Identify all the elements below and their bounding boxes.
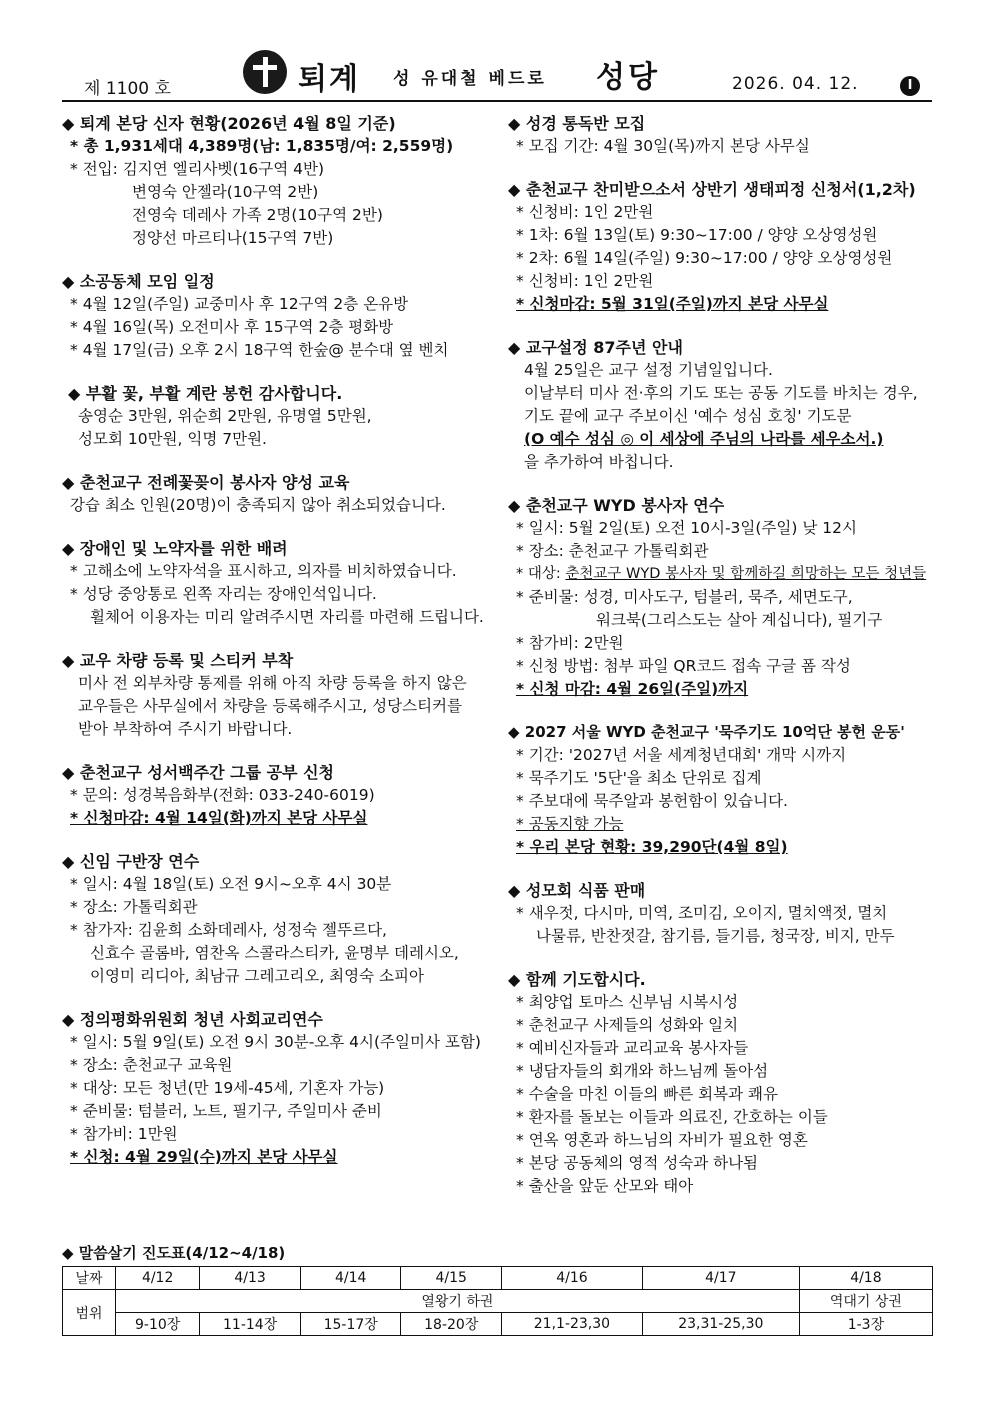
list-item: * 문의: 성경복음화부(전화: 033-240-6019) xyxy=(62,784,492,807)
list-item: * 장소: 춘천교구 가톨릭회관 xyxy=(508,540,938,563)
list-item: * 춘천교구 사제들의 성화와 일치 xyxy=(508,1014,938,1037)
schedule-table xyxy=(62,1266,933,1336)
section-heading: ◆ 신임 구반장 연수 xyxy=(62,850,492,873)
prayer-line: (O 예수 성심 ◎ 이 세상에 주님의 나라를 세우소서.) xyxy=(524,430,884,448)
target-label: 대상: xyxy=(527,566,566,582)
list-item-cont: 나물류, 반찬젓갈, 참기름, 들기름, 청국장, 비지, 만두 xyxy=(536,927,895,945)
left-column xyxy=(62,112,492,1181)
section-vehicle-registration xyxy=(62,649,492,741)
text-line: 교우들은 사무실에서 차량을 등록해주시고, 성당스티커를 xyxy=(78,697,462,715)
table-cell: 9-10장 xyxy=(116,1313,200,1336)
list-item: * 냉담자들의 회개와 하느님께 돌아섬 xyxy=(508,1060,938,1083)
section-heading: ◆ 교우 차량 등록 및 스티커 부착 xyxy=(62,649,492,672)
list-item: * 일시: 5월 9일(토) 오전 9시 30분-오후 4시(주일미사 포함) xyxy=(62,1031,492,1054)
text-line: 을 추가하여 바칩니다. xyxy=(524,453,674,471)
list-item: * 성당 중앙통로 왼쪽 자리는 장애인석입니다. xyxy=(62,583,492,606)
section-heading: ◆ 장애인 및 노약자를 위한 배려 xyxy=(62,537,492,560)
list-item: * 1차: 6월 13일(토) 9:30~17:00 / 양양 오상영성원 xyxy=(508,224,938,247)
section-heading: ◆ 춘천교구 WYD 봉사자 연수 xyxy=(508,494,938,517)
table-cell: 4/14 xyxy=(300,1267,401,1290)
table-cell: 23,31-25,30 xyxy=(642,1313,799,1336)
list-item: * 예비신자들과 교리교육 봉사자들 xyxy=(508,1037,938,1060)
right-column xyxy=(508,112,938,1210)
table-cell: 열왕기 하권 xyxy=(116,1290,800,1313)
list-item: * 장소: 가톨릭회관 xyxy=(62,896,492,919)
section-bible-study xyxy=(62,761,492,830)
section-flower-training xyxy=(62,471,492,517)
list-item: * 모집 기간: 4월 30일(목)까지 본당 사무실 xyxy=(508,135,938,158)
table-cell: 15-17장 xyxy=(300,1313,401,1336)
section-leader-training xyxy=(62,850,492,988)
section-diocese-anniversary xyxy=(508,336,938,474)
list-item-cont: 워크북(그리스도는 살아 계십니다), 필기구 xyxy=(596,611,883,629)
list-item: * 4월 12일(주일) 교중미사 후 12구역 2층 온유방 xyxy=(62,293,492,316)
list-item: * 신청비: 1인 2만원 xyxy=(508,201,938,224)
section-retreat xyxy=(508,178,938,316)
section-rosary-campaign xyxy=(508,721,938,859)
list-item: * 연옥 영혼과 하느님의 자비가 필요한 영혼 xyxy=(508,1129,938,1152)
list-item-cont: 정양선 마르티나(15구역 7반) xyxy=(132,229,334,247)
bulletin-title: 퇴계 xyxy=(298,62,360,97)
table-cell: 범위 xyxy=(63,1290,116,1336)
section-wyd-training xyxy=(508,494,938,701)
list-item: * 최양업 토마스 신부님 시복시성 xyxy=(508,991,938,1014)
table-cell: 4/13 xyxy=(200,1267,301,1290)
list-item xyxy=(508,563,938,586)
section-heading: ◆ 퇴계 본당 신자 현황(2026년 4월 8일 기준) xyxy=(62,112,492,135)
list-item: * 신청비: 1인 2만원 xyxy=(508,270,938,293)
list-item: * 수술을 마친 이들의 빠른 회복과 쾌유 xyxy=(508,1083,938,1106)
list-item: * 환자를 돌보는 이들과 의료진, 간호하는 이들 xyxy=(508,1106,938,1129)
target-value: 춘천교구 WYD 봉사자 및 함께하길 희망하는 모든 청년들 xyxy=(565,566,927,582)
section-accessibility xyxy=(62,537,492,629)
list-item: * 4월 16일(목) 오전미사 후 15구역 2층 평화방 xyxy=(62,316,492,339)
list-item: * 신청 방법: 첨부 파일 QR코드 접속 구글 폼 작성 xyxy=(508,655,938,678)
list-item: * 참가비: 2만원 xyxy=(508,632,938,655)
deadline-item: * 신청 마감: 4월 26일(주일)까지 xyxy=(508,678,938,701)
section-youth-training xyxy=(62,1008,492,1169)
deadline-item: * 신청마감: 4월 14일(화)까지 본당 사무실 xyxy=(62,807,492,830)
cross-logo-icon xyxy=(243,50,287,94)
list-item: * 기간: '2027년 서울 세계청년대회' 개막 시까지 xyxy=(508,744,938,767)
schedule-title: ◆ 말씀살기 진도표(4/12~4/18) xyxy=(62,1242,285,1263)
text-line: 기도 끝에 교구 주보이신 '예수 성심 호칭' 기도문 xyxy=(524,407,852,425)
table-row xyxy=(63,1313,933,1336)
table-cell: 4/12 xyxy=(116,1267,200,1290)
table-cell: 4/17 xyxy=(642,1267,799,1290)
table-cell: 4/16 xyxy=(502,1267,643,1290)
list-item: * 본당 공동체의 영적 성숙과 하나됨 xyxy=(508,1152,938,1175)
issue-number: 제 1100 호 xyxy=(84,79,171,99)
list-item: * 참가비: 1만원 xyxy=(62,1123,492,1146)
section-bible-reading xyxy=(508,112,938,158)
list-item: * 일시: 5월 2일(토) 오전 10시-3일(주일) 낮 12시 xyxy=(508,517,938,540)
list-item: * 출산을 앞둔 산모와 태아 xyxy=(508,1175,938,1198)
section-heading: ◆ 춘천교구 성서백주간 그룹 공부 신청 xyxy=(62,761,492,784)
section-heading: ◆ 교구설정 87주년 안내 xyxy=(508,336,938,359)
section-heading: ◆ 부활 꽃, 부활 계란 봉헌 감사합니다. xyxy=(62,382,492,405)
list-item: * 전입: 김지연 엘리사벳(16구역 4반) xyxy=(62,158,492,181)
list-item: * 준비물: 텀블러, 노트, 필기구, 주일미사 준비 xyxy=(62,1100,492,1123)
section-parish-stats xyxy=(62,112,492,250)
table-cell: 18-20장 xyxy=(401,1313,502,1336)
deadline-item: * 신청: 4월 29일(수)까지 본당 사무실 xyxy=(62,1146,492,1169)
section-prayers xyxy=(508,968,938,1198)
list-item-cont: 이영미 리디아, 최남규 그레고리오, 최영숙 소피아 xyxy=(90,967,424,985)
section-heading: ◆ 정의평화위원회 청년 사회교리연수 xyxy=(62,1008,492,1031)
list-item: * 일시: 4월 18일(토) 오전 9시~오후 4시 30분 xyxy=(62,873,492,896)
list-item-cont: 전영숙 데레사 가족 2명(10구역 2반) xyxy=(132,206,383,224)
list-item: * 4월 17일(금) 오후 2시 18구역 한숲@ 분수대 옆 벤치 xyxy=(62,339,492,362)
list-item: * 묵주기도 '5단'을 최소 단위로 집계 xyxy=(508,767,938,790)
list-item: * 공동지향 가능 xyxy=(508,813,938,836)
list-item-cont: 휠체어 이용자는 미리 알려주시면 자리를 마련해 드립니다. xyxy=(90,608,484,626)
list-item: * 장소: 춘천교구 교육원 xyxy=(62,1054,492,1077)
bulletin-church: 성당 xyxy=(596,60,660,95)
section-heading: ◆ 성경 통독반 모집 xyxy=(508,112,938,135)
list-item-cont: 변영숙 안젤라(10구역 2반) xyxy=(132,183,319,201)
table-cell: 21,1-23,30 xyxy=(502,1313,643,1336)
list-item: * 고해소에 노약자석을 표시하고, 의자를 비치하였습니다. xyxy=(62,560,492,583)
list-item: * 준비물: 성경, 미사도구, 텀블러, 묵주, 세면도구, xyxy=(508,586,938,609)
table-cell: 날짜 xyxy=(63,1267,116,1290)
section-heading: ◆ 성모회 식품 판매 xyxy=(508,879,938,902)
section-small-community xyxy=(62,270,492,362)
list-item: * 참가자: 김윤희 소화데레사, 성정숙 젤뚜르다, xyxy=(62,919,492,942)
deadline-item: * 신청마감: 5월 31일(주일)까지 본당 사무실 xyxy=(508,293,938,316)
bulletin-header xyxy=(62,48,932,102)
section-heading: ◆ 춘천교구 전례꽃꽂이 봉사자 양성 교육 xyxy=(62,471,492,494)
table-cell: 4/18 xyxy=(799,1267,932,1290)
list-item: * 주보대에 묵주알과 봉헌함이 있습니다. xyxy=(508,790,938,813)
table-cell: 역대기 상권 xyxy=(799,1290,932,1313)
table-cell: 1-3장 xyxy=(799,1313,932,1336)
section-easter-thanks xyxy=(62,382,492,451)
list-item: * 대상: 모든 청년(만 19세-45세, 기혼자 가능) xyxy=(62,1077,492,1100)
text-line: 강습 최소 인원(20명)이 충족되지 않아 취소되었습니다. xyxy=(70,496,446,514)
section-food-sale xyxy=(508,879,938,948)
bulletin-date: 2026. 04. 12. xyxy=(732,74,859,94)
table-cell: 11-14장 xyxy=(200,1313,301,1336)
text-line: 미사 전 외부차량 통제를 위해 아직 차량 등록을 하지 않은 xyxy=(78,674,467,692)
section-heading: ◆ 소공동체 모임 일정 xyxy=(62,270,492,293)
list-item-cont: 신효수 골롬바, 염찬옥 스콜라스티카, 윤명부 데레시오, xyxy=(90,944,459,962)
text-line: 송영순 3만원, 위순희 2만원, 유명열 5만원, xyxy=(78,407,372,425)
section-heading: ◆ 함께 기도합시다. xyxy=(508,968,938,991)
bulletin-subtitle: 성 유대철 베드로 xyxy=(393,69,547,89)
section-heading: ◆ 춘천교구 찬미받으소서 상반기 생태피정 신청서(1,2차) xyxy=(508,178,938,201)
list-item: * 2차: 6월 14일(주일) 9:30~17:00 / 양양 오상영성원 xyxy=(508,247,938,270)
list-item: * 새우젓, 다시마, 미역, 조미김, 오이지, 멸치액젓, 멸치 xyxy=(508,902,938,925)
section-heading: ◆ 2027 서울 WYD 춘천교구 '묵주기도 10억단 봉헌 운동' xyxy=(508,721,938,744)
status-item: * 우리 본당 현황: 39,290단(4월 8일) xyxy=(508,836,938,859)
table-row xyxy=(63,1267,933,1290)
text-line: 이날부터 미사 전·후의 기도 또는 공동 기도를 바치는 경우, xyxy=(524,384,918,402)
text-line: 4월 25일은 교구 설정 기념일입니다. xyxy=(524,361,773,379)
page-badge: I xyxy=(900,76,920,96)
text-line: 받아 부착하여 주시기 바랍니다. xyxy=(78,720,293,738)
table-cell: 4/15 xyxy=(401,1267,502,1290)
list-item: * 총 1,931세대 4,389명(남: 1,835명/여: 2,559명) xyxy=(62,135,492,158)
table-row xyxy=(63,1290,933,1313)
text-line: 성모회 10만원, 익명 7만원. xyxy=(78,430,267,448)
